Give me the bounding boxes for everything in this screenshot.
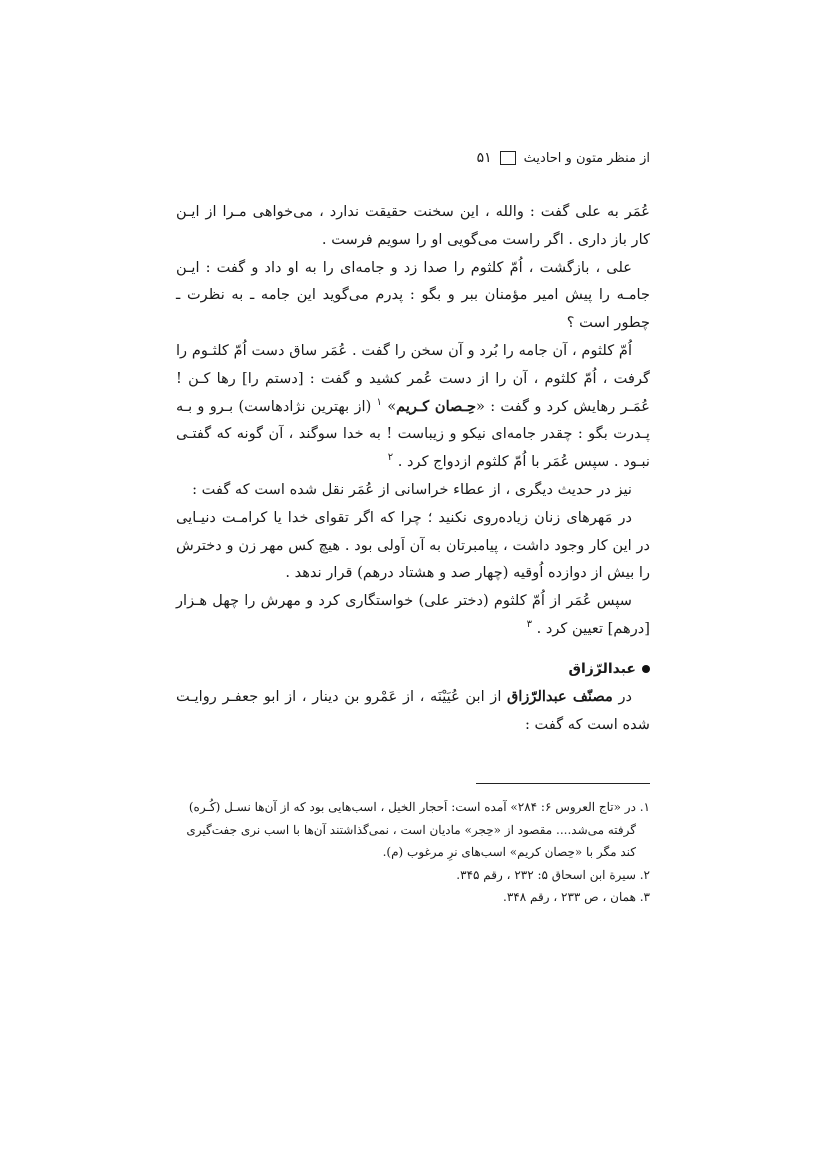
paragraph-7-text-b: از ابن عُیَیْنَه ، از عَمْرو بن دینار ، از ابو جعفـر روایـت شده است که گفت : — [176, 687, 650, 733]
section-title: عبدالرّزاق — [568, 660, 636, 677]
paragraph-6-text: سپس عُمَر از اُمّ کلثوم (دختر علی) خواستگاری کرد و مهرش را چهل هـزار [درهم] تعیین کرد . — [176, 592, 650, 637]
paragraph-4: نیز در حدیث دیگری ، از عطاء خراسانی از عُمَر نقل شده است که گفت : — [192, 480, 632, 498]
musannaf-title: مصنّف عبدالرّزاق — [507, 687, 613, 705]
header-square-icon — [500, 151, 516, 165]
footnote-1-line-3: کند مگر با «حِصان کریم» اسب‌های نرِ مرغوب (م). — [382, 845, 636, 859]
footnote-2: ۲. سیرة ابن اسحاق ۵: ۲۳۲ ، رقم ۳۴۵. — [456, 867, 650, 882]
paragraph-3-text-a: اُمّ کلثوم ، آن جامه را بُرد و آن سخن را گفت . عُمَر ساق دست اُمّ کلثـوم را گرفت ، اُمّ کلثوم ، آن را از دست عُمر کشید و گفت : [دستم را] رها کـن ! عُمَـر رهایش کرد و گفت : « — [176, 341, 651, 415]
header-title: از منظر متون و احادیث — [523, 150, 650, 166]
main-text — [176, 198, 650, 738]
bullet-icon — [642, 665, 650, 673]
paragraph-6 — [176, 587, 650, 643]
footnote-ref-3[interactable]: ۳ — [526, 619, 532, 631]
paragraph-3-text-c: (از بهترین نژادهاست) بـرو و بـه پـدرت بگو : چقدر جامه‌ای نیکو و زیباست ! به خدا سوگند ، آن گونه که گفتـی نبـود . سپس عُمَر با اُمّ کلثوم ازدواج کرد . — [176, 397, 650, 471]
footnote-ref-1[interactable]: ۱ — [376, 396, 382, 408]
footnote-3: ۳. همان ، ص ۲۳۳ ، رقم ۳۴۸. — [503, 890, 650, 904]
paragraph-3-quote-close: » — [387, 397, 397, 415]
paragraph-3 — [176, 337, 650, 476]
page-number: ۵۱ — [476, 150, 492, 166]
paragraph-2: علی ، بازگشت ، اُمّ کلثوم را صدا زد و جامه‌ای را به او داد و گفت : ایـن جامـه را پیش امیر مؤمنان ببر و بگو : پدرم می‌گوید این جامه ـ به نظرت ـ چطور است ؟ — [176, 258, 650, 332]
footnote-divider — [476, 783, 650, 784]
hisan-karim-term: حِـصان کـریم — [396, 397, 477, 415]
footnote-ref-2[interactable]: ۲ — [387, 452, 394, 464]
paragraph-5: در مَهرهای زنان زیاده‌روی نکنید ؛ چرا که اگر تقوای خدا یا کرامـت دنیـایی در این کار وجود داشت ، پیامبرتان به آن اَولی بود . هیچ کس مهر زن و دخترش را بیش از دوازده اُوقیه (چهار صد و هشتاد درهم) قرار ندهد . — [176, 508, 650, 582]
footnote-1-line-2: گرفته می‌شد.... مقصود از «حِجر» مادیان است ، نمی‌گذاشتند آن‌ها با اسب نری جفت‌گیری — [186, 822, 636, 837]
footnote-1-line-1: ۱. در «تاج العروس ۶: ۲۸۴» آمده است: اَحجار الخیل ، اسب‌هایی بود که از آن‌ها نسـل (کُـره) — [188, 800, 650, 814]
paragraph-7-text-a: در — [612, 687, 632, 705]
footnotes — [176, 796, 650, 909]
running-header — [176, 150, 650, 166]
section-heading — [176, 655, 650, 683]
paragraph-7 — [176, 683, 650, 739]
paragraph-1: عُمَر به علی گفت : والله ، این سخنت حقیقت ندارد ، می‌خواهی مـرا از ایـن کار باز داری . اگر راست می‌گویی او را سویم فرست . — [176, 203, 650, 248]
